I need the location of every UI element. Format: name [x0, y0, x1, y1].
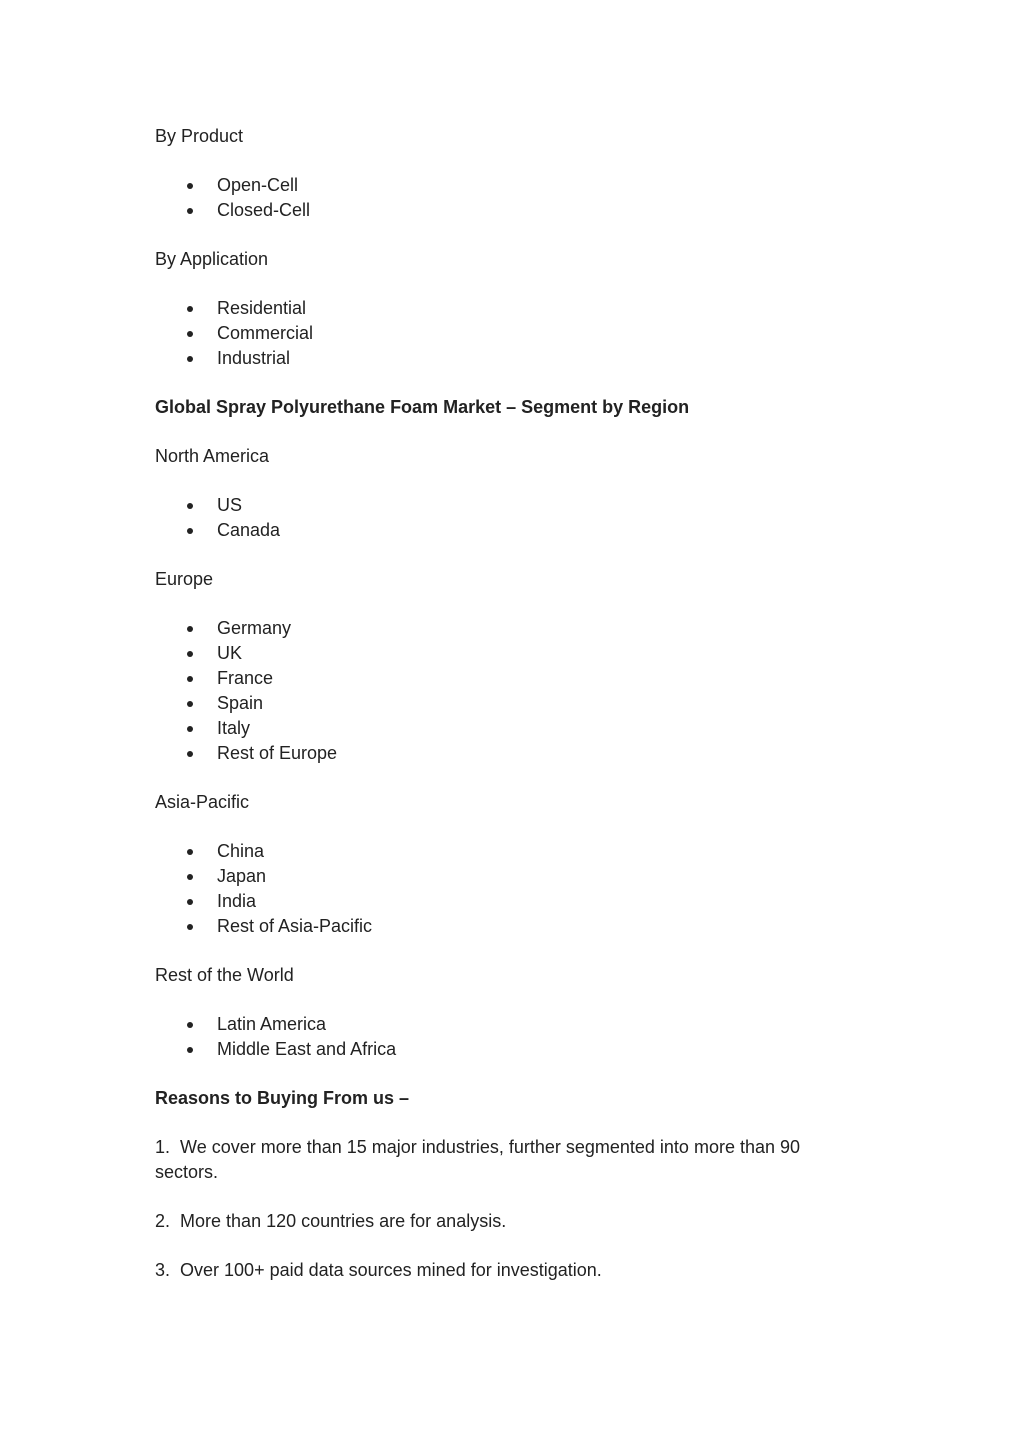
list-item-label: Rest of Asia-Pacific [217, 916, 373, 936]
bullet-icon [187, 751, 193, 757]
bullet-icon [187, 626, 193, 632]
list-item [155, 691, 855, 716]
reason-number: 3. [155, 1260, 171, 1280]
bullet-icon [187, 874, 193, 880]
document-page [155, 124, 855, 1307]
list-item [155, 493, 855, 518]
list-item [155, 296, 855, 321]
bullet-icon [187, 331, 193, 337]
reason-text: We cover more than 15 major industries, further segmented into more than 90 sectors. [155, 1137, 801, 1182]
bullet-icon [187, 849, 193, 855]
bullet-icon [187, 924, 193, 930]
list-item [155, 346, 855, 371]
asia-pacific-heading: Asia-Pacific [155, 792, 250, 812]
rest-of-world-heading: Rest of the World [155, 965, 294, 985]
list-item [155, 616, 855, 641]
bullet-icon [187, 1047, 193, 1053]
list-item-label: Residential [217, 298, 307, 318]
reason-text: More than 120 countries are for analysis. [180, 1211, 507, 1231]
reason-number: 2. [155, 1211, 171, 1231]
list-item [155, 889, 855, 914]
list-item [155, 198, 855, 223]
rest-of-world-list [155, 1012, 855, 1062]
bullet-icon [187, 651, 193, 657]
europe-heading: Europe [155, 569, 214, 589]
reason-item [155, 1209, 855, 1234]
list-item [155, 321, 855, 346]
list-item [155, 839, 855, 864]
reason-text: Over 100+ paid data sources mined for investigation. [180, 1260, 602, 1280]
list-item [155, 1037, 855, 1062]
list-item [155, 641, 855, 666]
by-application-heading: By Application [155, 249, 269, 269]
bullet-icon [187, 208, 193, 214]
list-item [155, 1012, 855, 1037]
list-item [155, 518, 855, 543]
bullet-icon [187, 726, 193, 732]
list-item-label: Germany [217, 618, 292, 638]
list-item-label: Commercial [217, 323, 314, 343]
list-item [155, 666, 855, 691]
by-product-heading: By Product [155, 126, 244, 146]
list-item-label: India [217, 891, 257, 911]
list-item-label: Canada [217, 520, 281, 540]
list-item-label: France [217, 668, 274, 688]
by-application-list [155, 296, 855, 371]
bullet-icon [187, 1022, 193, 1028]
list-item-label: US [217, 495, 243, 515]
list-item-label: Italy [217, 718, 251, 738]
list-item-label: Spain [217, 693, 264, 713]
list-item [155, 741, 855, 766]
north-america-list [155, 493, 855, 543]
bullet-icon [187, 503, 193, 509]
reasons-title: Reasons to Buying From us – [155, 1088, 410, 1108]
bullet-icon [187, 701, 193, 707]
bullet-icon [187, 356, 193, 362]
asia-pacific-list [155, 839, 855, 939]
list-item [155, 173, 855, 198]
by-product-list [155, 173, 855, 223]
bullet-icon [187, 528, 193, 534]
bullet-icon [187, 183, 193, 189]
list-item-label: Closed-Cell [217, 200, 311, 220]
list-item [155, 864, 855, 889]
reason-number: 1. [155, 1137, 171, 1157]
list-item-label: Latin America [217, 1014, 327, 1034]
bullet-icon [187, 676, 193, 682]
list-item-label: Industrial [217, 348, 291, 368]
list-item-label: Japan [217, 866, 267, 886]
region-segment-title: Global Spray Polyurethane Foam Market – Segment by Region [155, 397, 690, 417]
list-item [155, 716, 855, 741]
reason-item [155, 1258, 855, 1283]
list-item-label: Rest of Europe [217, 743, 338, 763]
list-item [155, 914, 855, 939]
list-item-label: UK [217, 643, 243, 663]
list-item-label: Open-Cell [217, 175, 299, 195]
bullet-icon [187, 899, 193, 905]
list-item-label: China [217, 841, 265, 861]
europe-list [155, 616, 855, 766]
bullet-icon [187, 306, 193, 312]
north-america-heading: North America [155, 446, 270, 466]
reason-item [155, 1135, 855, 1185]
list-item-label: Middle East and Africa [217, 1039, 397, 1059]
